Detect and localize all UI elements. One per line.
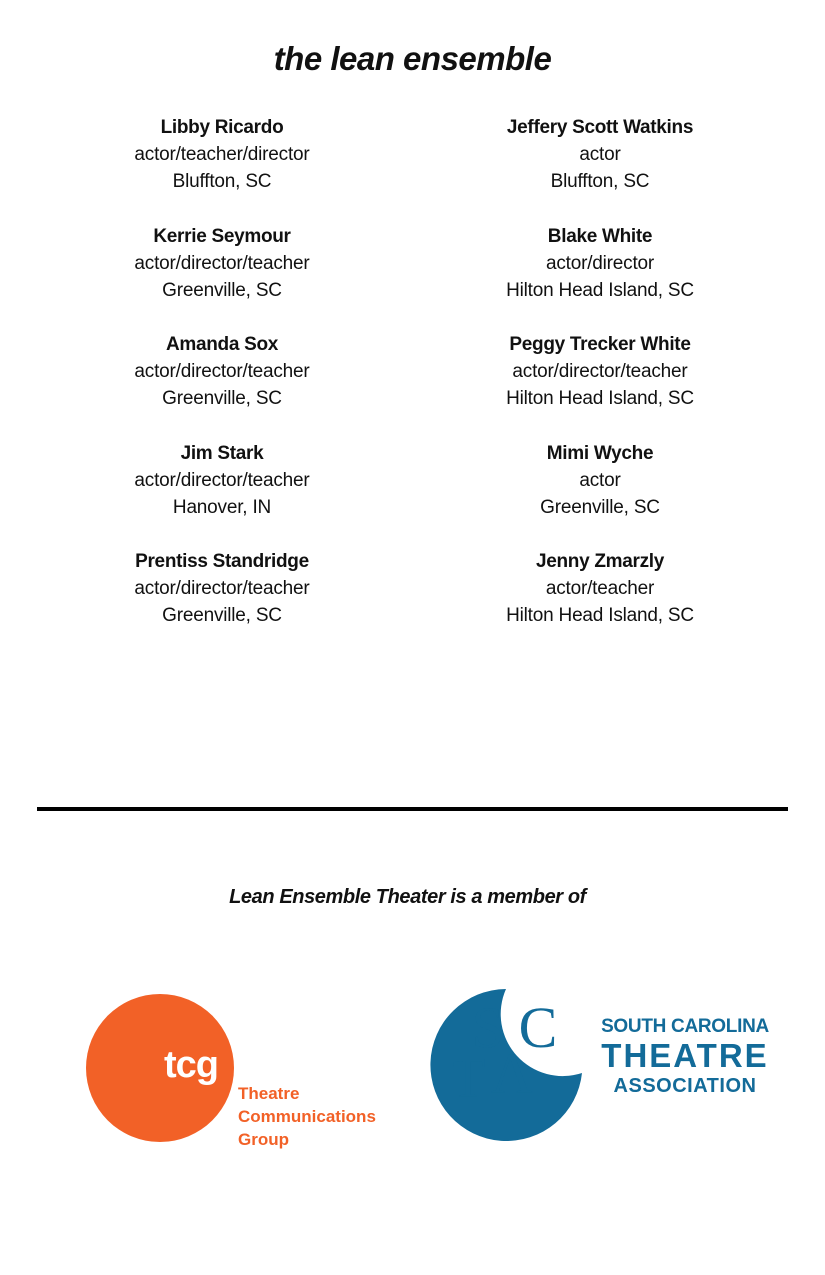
scta-letter: C xyxy=(518,995,558,1060)
ensemble-member xyxy=(42,114,402,223)
member-name: Mimi Wyche xyxy=(546,442,654,464)
member-roles: actor/director xyxy=(545,252,655,274)
member-location: Greenville, SC xyxy=(540,496,660,518)
member-roles: actor/director/teacher xyxy=(134,578,310,599)
member-roles: actor/teacher/director xyxy=(134,144,310,165)
member-location: Greenville, SC xyxy=(162,605,282,626)
ensemble-member xyxy=(42,440,402,549)
tcg-name xyxy=(238,1082,376,1151)
ensemble-member xyxy=(42,548,402,657)
ensemble-member xyxy=(420,548,780,657)
member-location: Hanover, IN xyxy=(172,496,272,518)
member-location: Greenville, SC xyxy=(162,279,282,301)
scta-crescent-mark xyxy=(426,985,586,1145)
member-name: Libby Ricardo xyxy=(160,117,284,138)
ensemble-member xyxy=(420,223,780,332)
scta-letter: A xyxy=(491,1041,533,1106)
ensemble-member xyxy=(42,223,402,332)
page-title: the lean ensemble xyxy=(273,40,552,77)
member-name: Jim Stark xyxy=(180,442,264,464)
member-roles: actor xyxy=(579,144,621,165)
member-location: Bluffton, SC xyxy=(172,171,272,192)
membership-statement: Lean Ensemble Theater is a member of xyxy=(229,886,586,908)
scta-letter: S xyxy=(471,995,505,1060)
member-roles: actor/director/teacher xyxy=(134,361,310,382)
member-name: Jenny Zmarzly xyxy=(535,551,665,572)
section-divider xyxy=(37,807,788,811)
member-name: Jeffery Scott Watkins xyxy=(506,117,694,138)
member-location: Greenville, SC xyxy=(162,388,282,409)
ensemble-member xyxy=(420,114,780,223)
ensemble-member xyxy=(420,331,780,440)
member-name: Kerrie Seymour xyxy=(153,225,291,247)
scta-name-line: SOUTH CAROLINA xyxy=(601,1016,769,1037)
member-name: Blake White xyxy=(547,225,653,247)
tcg-logo xyxy=(86,994,386,1154)
tcg-abbreviation: tcg xyxy=(164,1044,218,1086)
member-name: Amanda Sox xyxy=(165,334,279,355)
tcg-name-line: Theatre xyxy=(238,1084,300,1103)
member-name: Prentiss Standridge xyxy=(135,551,309,572)
ensemble-left-column xyxy=(42,114,402,657)
ensemble-member xyxy=(42,331,402,440)
member-roles: actor/director/teacher xyxy=(512,361,688,382)
member-location: Hilton Head Island, SC xyxy=(506,388,694,409)
tcg-name-line: Communications xyxy=(238,1107,376,1126)
member-location: Hilton Head Island, SC xyxy=(506,605,694,626)
member-roles: actor/teacher xyxy=(545,578,655,599)
scta-name-line: ASSOCIATION xyxy=(613,1075,757,1097)
member-name: Peggy Trecker White xyxy=(509,334,691,355)
member-roles: actor/director/teacher xyxy=(134,252,310,274)
scta-logo xyxy=(426,985,786,1145)
member-location: Bluffton, SC xyxy=(550,171,650,192)
tcg-name-line: Group xyxy=(238,1130,289,1149)
member-roles: actor xyxy=(579,469,621,491)
member-roles: actor/director/teacher xyxy=(134,469,310,491)
scta-name-line: THEATRE xyxy=(601,1037,769,1074)
scta-letter: T xyxy=(450,1045,486,1110)
ensemble-member xyxy=(420,440,780,549)
scta-name xyxy=(590,1015,780,1099)
member-location: Hilton Head Island, SC xyxy=(506,279,694,301)
ensemble-right-column xyxy=(420,114,780,657)
